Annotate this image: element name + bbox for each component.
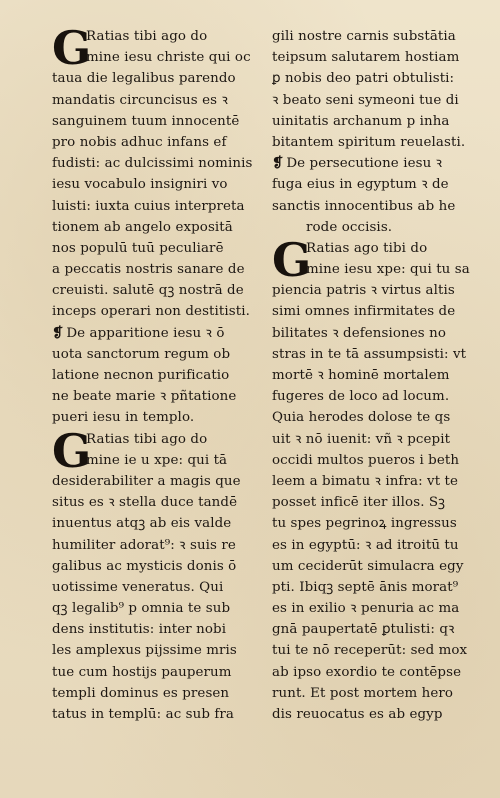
text-line: es in egyptū: ꝛ ad itroitū tu <box>272 537 459 553</box>
text-line: taua die legalibus parendo <box>52 71 236 87</box>
text-line: bilitates ꝛ defensiones no <box>272 325 447 341</box>
text-line: situs es ꝛ stella duce tandē <box>52 495 238 511</box>
paragraph-gratias-egypt <box>272 232 484 725</box>
text-line: tue cum hostijs pauperum <box>52 664 232 680</box>
text-line: ꝛ beato seni symeoni tue di <box>272 92 459 108</box>
decorated-initial-g: G <box>52 21 92 75</box>
text-line: um ceciderūt simulacra egy <box>272 558 464 574</box>
paragraph-mark-icon: ❡ <box>272 155 284 172</box>
text-line: sanctis innocentibus ab he <box>272 198 456 214</box>
text-line: nos populū tuū peculiarē <box>52 240 224 256</box>
text-line: fudisti: ac dulcissimi nominis <box>52 156 253 172</box>
text-line: dens institutis: inter nobi <box>52 622 227 638</box>
text-line: tu spes pegrinoꝝ ingressus <box>272 516 457 532</box>
text-line: gili nostre carnis substātia <box>272 29 456 44</box>
text-line: mine iesu xpe: qui tu sa <box>306 262 470 278</box>
right-column <box>272 26 484 725</box>
text-line: Ratias ago tibi do <box>306 240 428 256</box>
heading-text: De persecutione iesu ꝛ <box>286 156 443 172</box>
text-line: teipsum salutarem hostiam <box>272 50 460 66</box>
text-line: dis reuocatus es ab egyp <box>272 707 443 722</box>
text-line: fugeres de loco ad locum. <box>272 389 450 405</box>
text-line: templi dominus es presen <box>52 685 230 701</box>
text-line: occidi multos pueros i beth <box>272 452 460 468</box>
text-line: pueri iesu in templo. <box>52 410 195 426</box>
text-line: latione necnon purificatio <box>52 368 230 383</box>
text-line: mandatis circuncisus es ꝛ <box>52 92 228 108</box>
text-line: tatus in templū: ac sub fra <box>52 707 235 722</box>
heading-persecution <box>272 153 484 238</box>
text-line: a peccatis nostris sanare de <box>52 262 245 278</box>
text-line: luisti: iuxta cuius interpreta <box>52 198 245 214</box>
text-line: Quia herodes dolose te qs <box>272 410 451 426</box>
left-column <box>52 21 262 725</box>
text-line: Ratias tibi ago do <box>86 29 208 44</box>
text-line: es in exilio ꝛ penuria ac ma <box>272 601 460 617</box>
text-line: uotissime veneratus. Qui <box>52 579 224 595</box>
text-line: qꝫ legalib⁹ p omnia te sub <box>52 601 231 617</box>
paragraph-continuation <box>272 26 484 153</box>
text-line: creuisti. salutē qꝫ nostrā de <box>52 283 244 299</box>
heading-apparition <box>52 323 262 429</box>
text-line: ab ipso exordio te contēpse <box>272 664 462 680</box>
decorated-initial-g: G <box>272 232 312 287</box>
text-line: uota sanctorum regum ob <box>52 346 231 362</box>
text-line: mortē ꝛ hominē mortalem <box>272 368 450 383</box>
text-line: fuga eius in egyptum ꝛ de <box>272 177 449 193</box>
text-line: ne beate marie ꝛ pñtatione <box>52 389 237 405</box>
text-line: uinitatis archanum p inha <box>272 113 450 129</box>
text-line: inuentus atqꝫ ab eis valde <box>52 516 232 532</box>
text-line: les amplexus pijssime mris <box>52 643 237 659</box>
text-line: gnā paupertatē ꝑtulisti: qꝛ <box>272 622 455 638</box>
paragraph-gratias-magi <box>52 423 262 726</box>
text-line: inceps operari non destitisti. <box>52 304 250 320</box>
text-line: bitantem spiritum reuelasti. <box>272 134 466 150</box>
text-line: galibus ac mysticis donis ō <box>52 558 237 574</box>
text-line: tionem ab angelo expositā <box>52 219 233 235</box>
text-line: uit ꝛ nō iuenit: vñ ꝛ pcepit <box>272 431 451 447</box>
text-line <box>272 153 484 174</box>
text-line: rode occisis. <box>306 219 393 235</box>
text-line: sanguinem tuum innocentē <box>52 113 240 129</box>
text-line: humiliter adorat⁹: ꝛ suis re <box>52 537 236 553</box>
heading-text: De apparitione iesu ꝛ ō <box>66 325 225 341</box>
text-line: simi omnes infirmitates de <box>272 304 456 320</box>
text-line: runt. Et post mortem hero <box>272 685 454 701</box>
text-line: stras in te tā assumpsisti: vt <box>272 346 467 362</box>
text-line: desiderabiliter a magis que <box>52 473 241 489</box>
text-line: mine ie u xpe: qui tā <box>86 452 228 468</box>
text-line: pti. Ibiqꝫ septē ānis morat⁹ <box>272 579 459 595</box>
text-line: ꝑ nobis deo patri obtulisti: <box>272 71 455 87</box>
decorated-initial-g: G <box>52 423 92 478</box>
text-line: posset inficē iter illos. Sꝫ <box>272 495 446 511</box>
text-line: mine iesu christe qui oc <box>86 50 251 66</box>
text-line: Ratias tibi ago do <box>86 431 208 447</box>
text-line: piencia patris ꝛ virtus altis <box>272 283 455 299</box>
text-line <box>52 323 262 344</box>
text-line: leem a bimatu ꝛ infra: vt te <box>272 473 459 489</box>
paragraph-mark-icon: ❡ <box>52 324 64 341</box>
text-line: tui te nō receperūt: sed mox <box>272 643 468 659</box>
text-line: pro nobis adhuc infans ef <box>52 134 227 150</box>
text-line: iesu vocabulo insigniri vo <box>52 177 228 193</box>
paragraph-gratias-circumcision <box>52 21 262 323</box>
